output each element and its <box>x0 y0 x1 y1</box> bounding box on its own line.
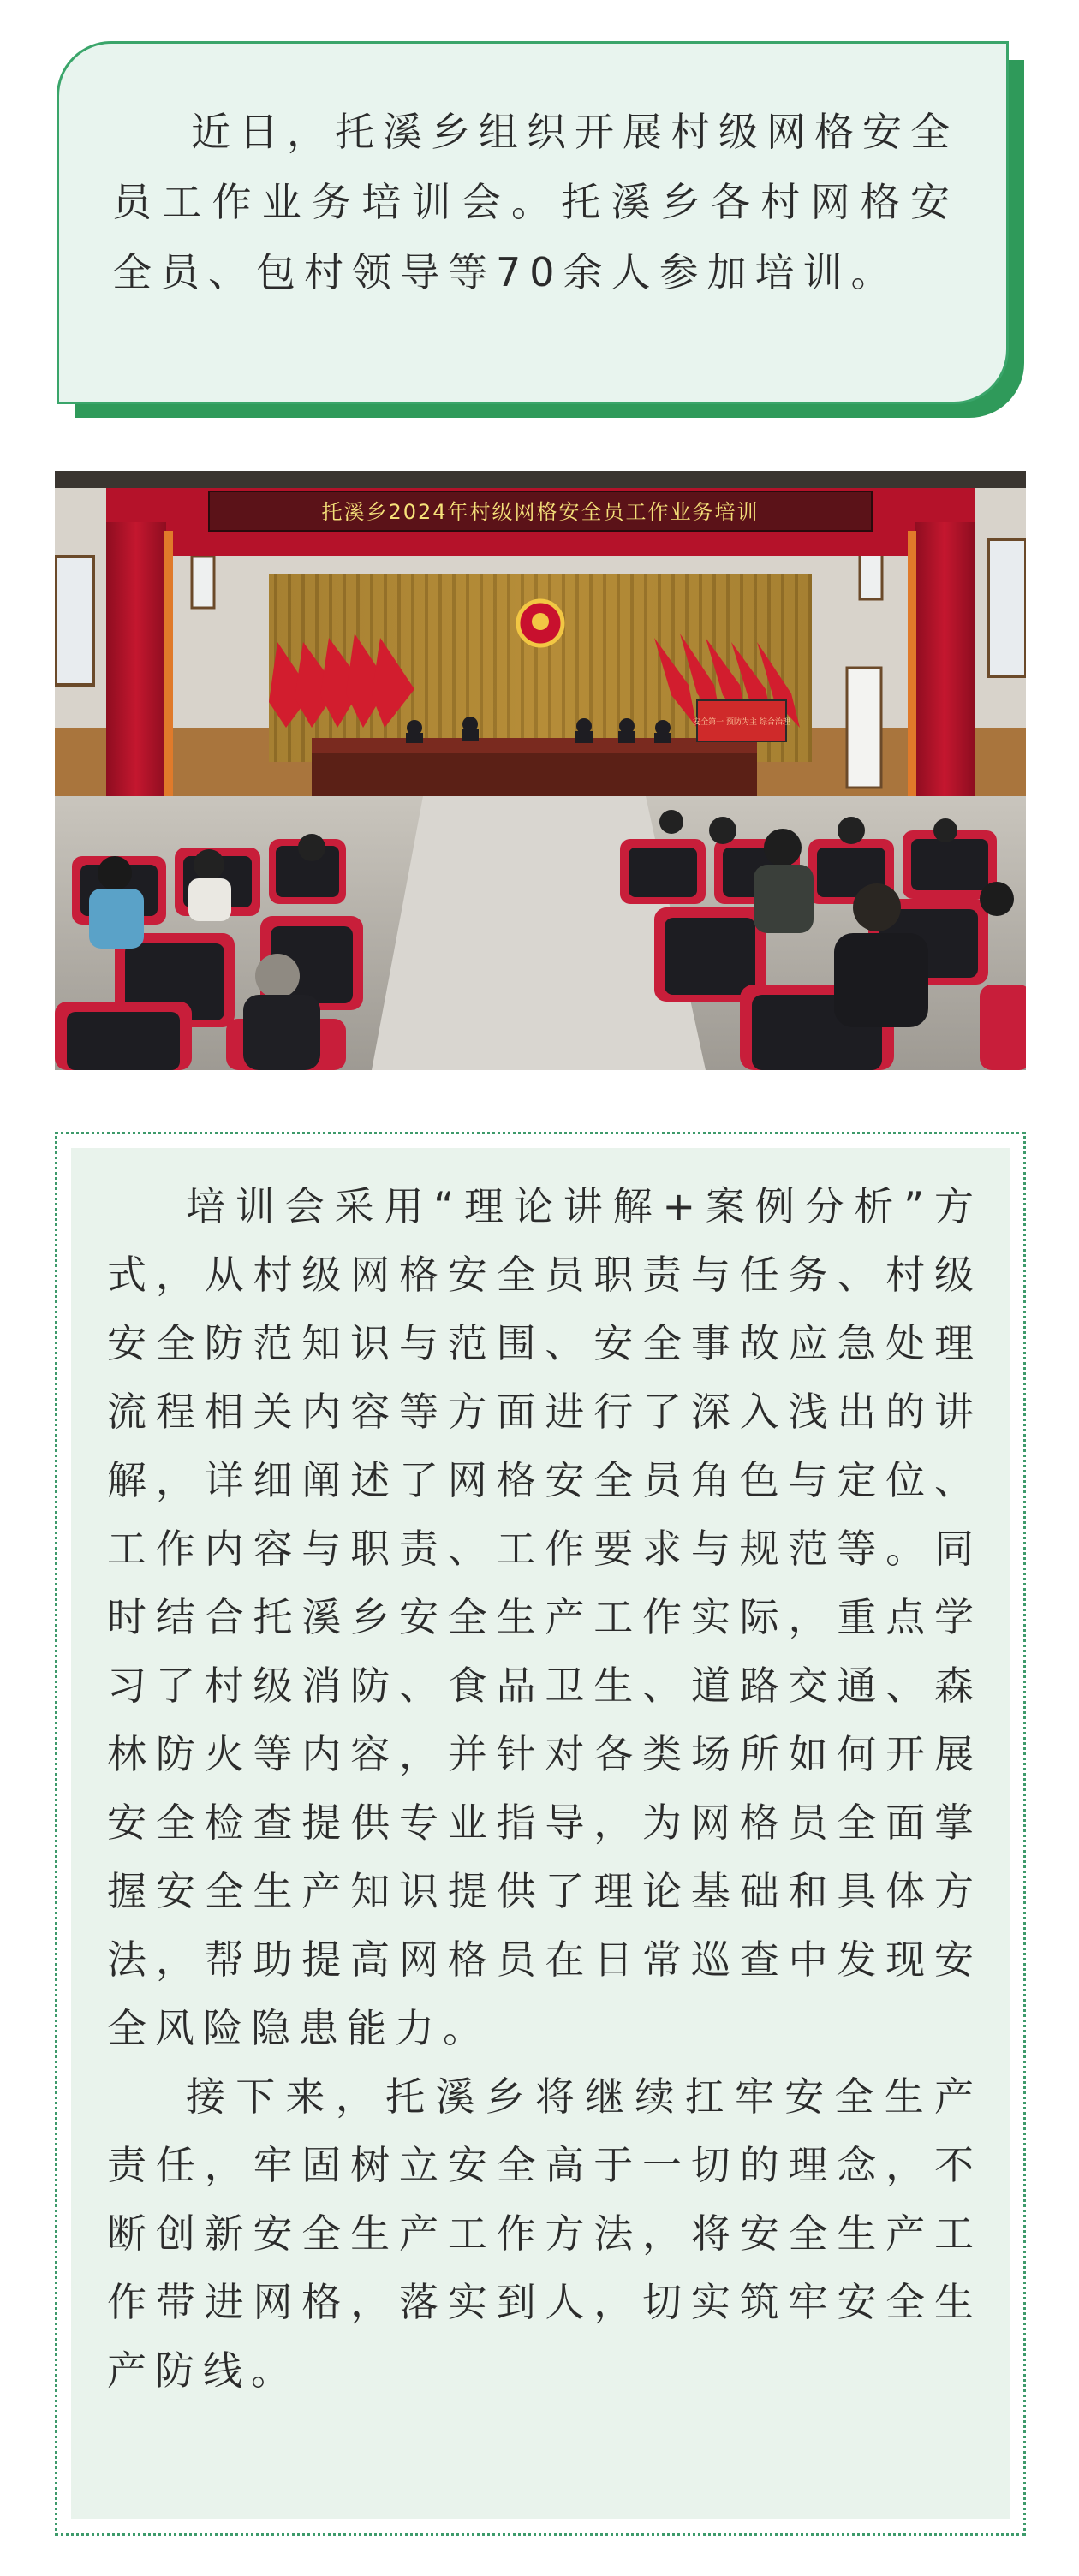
body-text <box>107 1172 982 2405</box>
body-paragraph: 接下来，托溪乡将继续扛牢安全生产责任，牢固树立安全高于一切的理念，不断创新安全生产工作方法，将安全生产工作带进网格，落实到人，切实筑牢安全生产防线。 <box>107 2073 982 2394</box>
intro-paragraph: 近日，托溪乡组织开展村级网格安全员工作业务培训会。托溪乡各村网格安全员、包村领导等70余人参加培训。 <box>112 109 958 295</box>
banner-text: 托溪乡2024年村级网格安全员工作业务培训 <box>321 500 760 524</box>
meeting-photo <box>55 471 1026 1070</box>
body-card <box>55 1132 1026 2536</box>
screen-text: 安全第一 预防为主 综合治理 <box>693 718 790 727</box>
body-paragraph: 培训会采用“理论讲解+案例分析”方式，从村级网格安全员职责与任务、村级安全防范知识与范围、安全事故应急处理流程相关内容等方面进行了深入浅出的讲解，详细阐述了网格安全员角色与定位、工作内容与职责、工作要求与规范等。同时结合托溪乡安全生产工作实际，重点学习了村级消防、食品卫生、道路交通、森林防火等内容，并针对各类场所如何开展安全检查提供专业指导，为网格员全面掌握安全生产知识提供了理论基础和具体方法，帮助提高网格员在日常巡查中发现安全风险隐患能力。 <box>107 1183 982 2051</box>
body-card-inner <box>71 1148 1010 2519</box>
intro-card <box>57 41 1009 404</box>
